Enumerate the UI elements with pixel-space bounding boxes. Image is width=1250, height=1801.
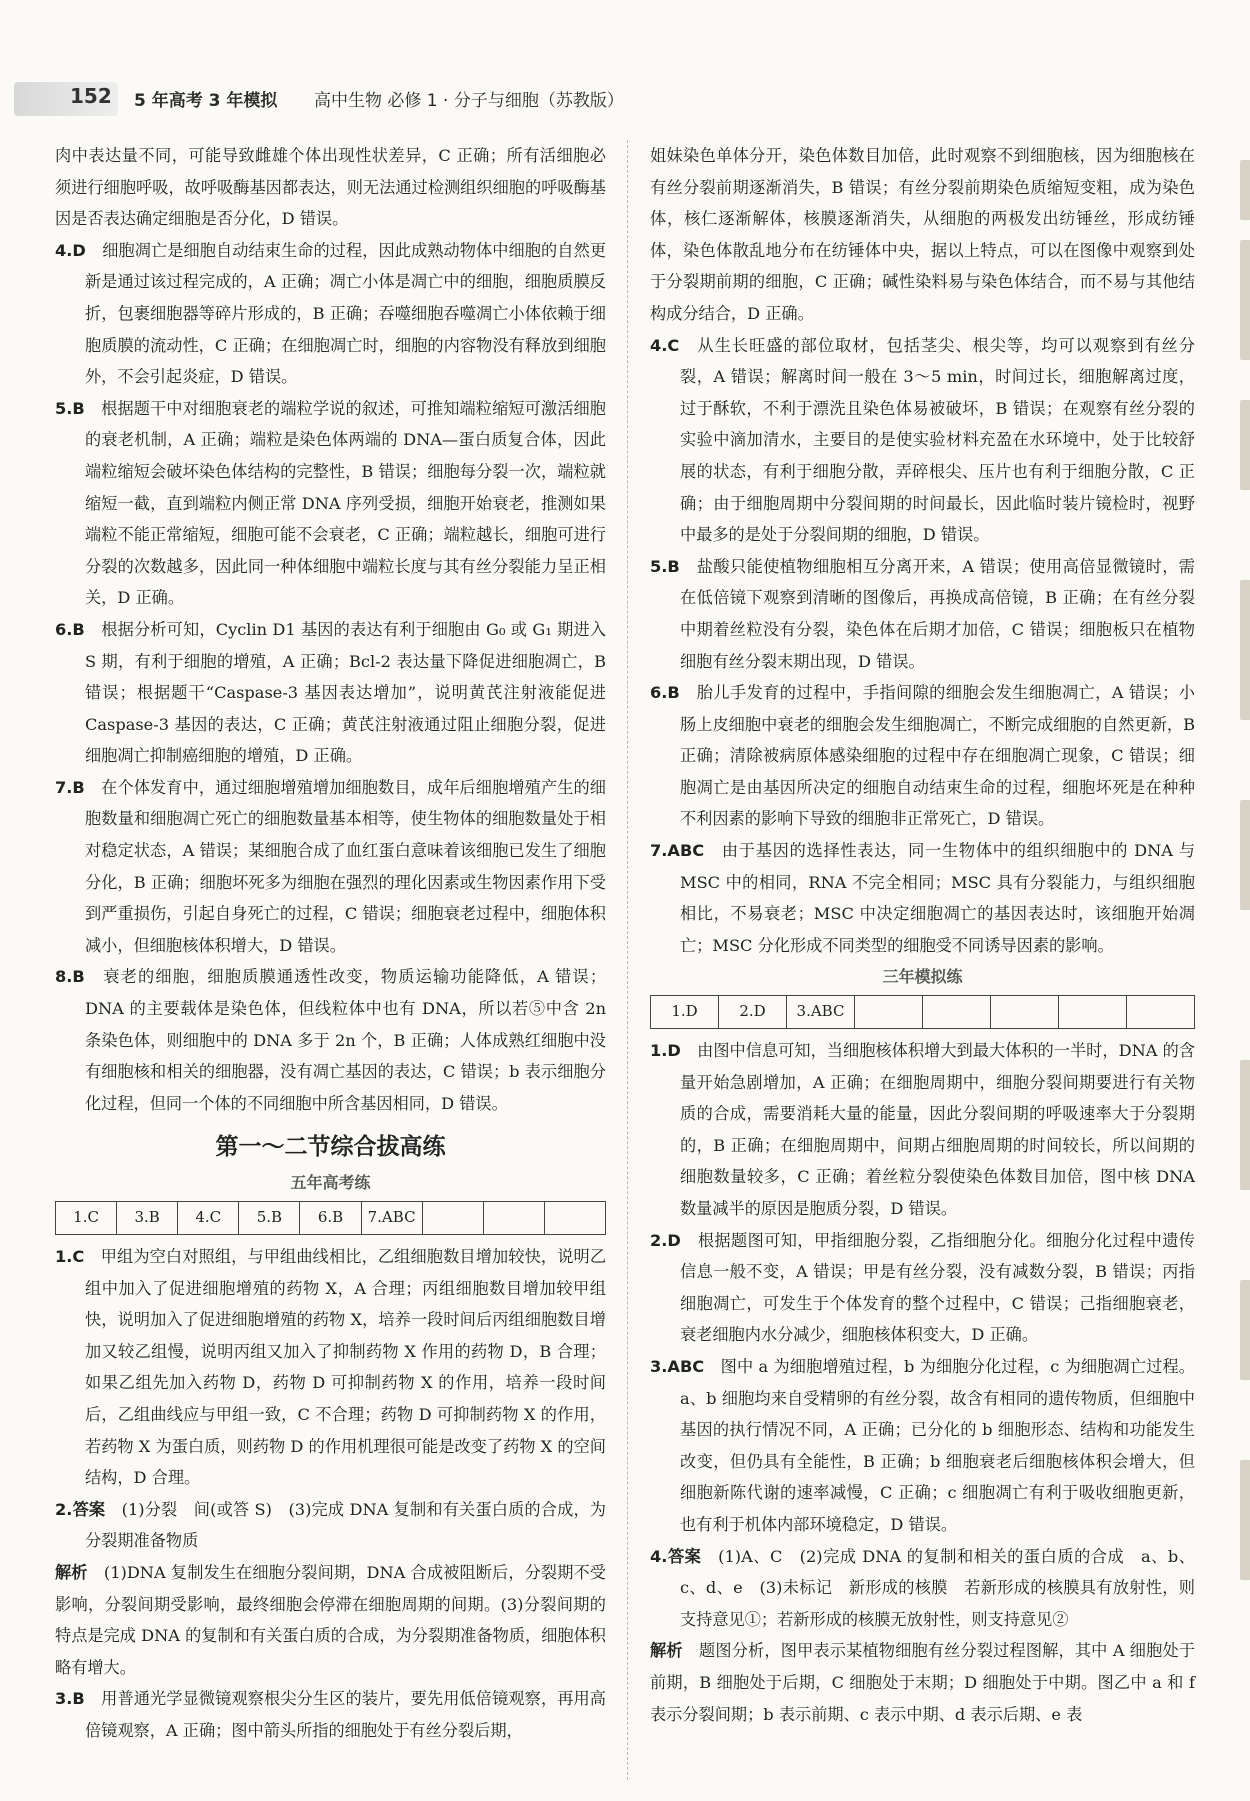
answer-cell <box>483 1202 544 1235</box>
continued-paragraph: 肉中表达量不同，可能导致雌雄个体出现性状差异，C 正确；所有活细胞必须进行细胞呼吸，故呼吸酶基因都表达，则无法通过检测组织细胞的呼吸酶基因是否表达确定细胞是否分化，D 错误。 <box>55 146 606 229</box>
item-text: 甲组为空白对照组，与甲组曲线相比，乙组细胞数目增加较快，说明乙组中加入了促进细胞增殖的药物 X，A 合理；丙组细胞数目增加较甲组快，说明加入了促进细胞增殖的药物 X，培养一段时间后丙组细胞数目增加又较乙组慢，说明丙组又加入了抑制药物 X 作用的药物 D，B 合理；如果乙组先加入药物 D，药物 D 可抑制药物 X 的作用，培养一段时间后，乙组曲线应与甲组一致，C 不合理；药物 D 可抑制药物 X 的作用，若药物 X 为蛋白质，则药物 D 的作用机理很可能是改变了药物 X 的空间结构，D 合理。 <box>85 1247 607 1488</box>
answer-cell <box>1059 996 1127 1029</box>
item-number: 7.B <box>55 777 85 797</box>
answer-cell <box>991 996 1059 1029</box>
answer-cell: 1.D <box>651 996 719 1029</box>
answer-item-r6 <box>650 677 1195 835</box>
item-number: 5.B <box>650 556 680 576</box>
item-text: 胎儿手发育的过程中，手指间隙的细胞会发生细胞凋亡，A 错误；小肠上皮细胞中衰老的细胞会发生细胞凋亡，不断完成细胞的自然更新，B 正确；清除被病原体感染细胞的过程中存在细胞凋亡现象，C 错误；细胞凋亡是由基因所决定的细胞自动结束生命的过程，细胞坏死是在种种不利因素的影响下导致的细胞非正常死亡，D 错误。 <box>680 683 1195 829</box>
item-number: 1.C <box>55 1247 85 1266</box>
edge-tab <box>1240 400 1250 490</box>
item-text: 由于基因的选择性表达，同一生物体中的组织细胞中的 DNA 与 MSC 中的相同，RNA 不完全相同；MSC 具有分裂能力，与组织细胞相比，不易衰老；MSC 中决定细胞凋亡的基因表达时，该细胞开始凋亡；MSC 分化形成不同类型的细胞受不同诱导因素的影响。 <box>680 841 1196 955</box>
answer-table-three-year <box>650 995 1195 1029</box>
item-number: 4.D <box>55 240 86 260</box>
answer-item-s3 <box>55 1683 606 1746</box>
item-text: 从生长旺盛的部位取材，包括茎尖、根尖等，均可以观察到有丝分裂，A 错误；解离时间一般在 3～5 min，时间过长，细胞解离过度，过于酥软，不利于漂洗且染色体易被破坏，B 错误；在观察有丝分裂的实验中滴加清水，主要目的是使实验材料充盈在水环境中，处于比较舒展的状态，有利于细胞分散，弄碎根尖、压片也有利于细胞分散，C 正确；由于细胞周期中分裂间期的时间最长，因此临时装片镜检时，视野中最多的是处于分裂间期的细胞，D 错误。 <box>680 335 1196 545</box>
item-number: 2.答案 <box>55 1499 106 1519</box>
item-text: 衰老的细胞，细胞质膜通透性改变，物质运输功能降低，A 错误；DNA 的主要载体是染色体，但线粒体中也有 DNA，所以若⑤中含 2n 条染色体，则细胞中的 DNA 多于 2n 个，B 正确；人体成熟红细胞中没有细胞核和相关的细胞器，没有凋亡基因的表达，C 错误；b 表示细胞分化过程，但同一个体的不同细胞中所含基因相同，D 错误。 <box>85 967 607 1113</box>
answer-cell: 3.B <box>117 1202 178 1235</box>
item-text: 根据分析可知，Cyclin D1 基因的表达有利于细胞由 G₀ 或 G₁ 期进入 S 期，有利于细胞的增殖，A 正确；Bcl-2 表达量下降促进细胞凋亡，B 错误；根据题干“Caspase-3 基因表达增加”，说明黄芪注射液能促进 Caspase-3 基因的表达，C 正确；黄芪注射液通过阻止细胞分裂，促进细胞凋亡抑制癌细胞的增殖，D 正确。 <box>85 619 607 766</box>
item-number: 1.D <box>650 1041 681 1061</box>
answer-item-t4 <box>650 1541 1195 1636</box>
answer-cell <box>422 1202 483 1235</box>
answer-item-s2 <box>55 1494 606 1557</box>
series-brand: 5 年高考 3 年模拟 <box>134 91 278 111</box>
item-number: 4.C <box>650 335 680 355</box>
item-text: (1)A、C (2)完成 DNA 的复制和相关的蛋白质的合成 a、b、c、d、e (3)未标记 新形成的核膜 若新形成的核膜具有放射性，则支持意见①；若新形成的核膜无放射性，则支持意见② <box>680 1546 1195 1629</box>
item-number: 3.B <box>55 1689 85 1709</box>
answer-item-5 <box>55 393 606 614</box>
analysis-text: 题图分析，图甲表示某植物细胞有丝分裂过程图解，其中 A 细胞处于前期，B 细胞处于后期，C 细胞处于末期；D 细胞处于中期。图乙中 a 和 f 表示分裂间期；b 表示前期、c 表示中期、d 表示后期、e 表 <box>650 1641 1196 1724</box>
edge-tab <box>1240 160 1250 220</box>
column-divider <box>627 140 628 1780</box>
item-number: 2.D <box>650 1230 681 1250</box>
page-header <box>0 0 1250 120</box>
answer-item-6 <box>55 614 606 772</box>
answer-item-4 <box>55 235 606 393</box>
answer-item-7 <box>55 772 606 962</box>
item-number: 4.答案 <box>650 1546 702 1566</box>
item-text: 根据题图可知，甲指细胞分裂，乙指细胞分化。细胞分化过程中遗传信息一般不变，A 错误；甲是有丝分裂，没有减数分裂，B 错误；丙指细胞凋亡，可发生于个体发育的整个过程中，C 错误；己指细胞衰老，衰老细胞内水分减少，细胞核体积变大，D 正确。 <box>680 1230 1195 1345</box>
sub-title-five-year: 五年高考练 <box>290 1173 371 1193</box>
item-number: 7.ABC <box>650 841 705 861</box>
analysis-t4 <box>650 1635 1195 1730</box>
page-edge-tabs <box>1236 160 1250 1660</box>
analysis-tag: 解析 <box>55 1562 88 1582</box>
edge-tab <box>1240 580 1250 720</box>
item-number: 8.B <box>55 967 85 987</box>
item-text: 用普通光学显微镜观察根尖分生区的装片，要先用低倍镜观察，再用高倍镜观察，A 正确；图中箭头所指的细胞处于有丝分裂后期， <box>85 1689 606 1740</box>
edge-tab <box>1240 800 1250 910</box>
edge-tab <box>1240 1280 1250 1380</box>
answer-cell <box>1127 996 1195 1029</box>
answer-cell: 6.B <box>300 1202 361 1235</box>
item-number: 6.B <box>55 619 85 639</box>
analysis-s2 <box>55 1557 606 1683</box>
answer-item-t1 <box>650 1035 1195 1225</box>
continued-paragraph: 姐妹染色单体分开，染色体数目加倍，此时观察不到细胞核，因为细胞核在有丝分裂前期逐渐消失，B 错误；有丝分裂前期染色质缩短变粗，成为染色体，核仁逐渐解体，核膜逐渐消失，从细胞的两极发出纺锤丝，形成纺锤体，染色体散乱地分布在纺锤体中央，据以上特点，可以在图像中观察到处于分裂期前期的细胞，C 正确；碱性染料易与染色体结合，而不易与其他结构成分结合，D 正确。 <box>650 146 1195 323</box>
answer-cell: 2.D <box>719 996 787 1029</box>
answer-cell <box>923 996 991 1029</box>
answer-cell: 3.ABC <box>787 996 855 1029</box>
answer-table-five-year <box>55 1201 606 1235</box>
item-text: 由图中信息可知，当细胞核体积增大到最大体积的一半时，DNA 的含量开始急剧增加，A 正确；在细胞周期中，细胞分裂间期要进行有关物质的合成，需要消耗大量的能量，因此分裂间期的呼吸速率大于分裂期的，B 正确；在细胞周期中，间期占细胞周期的时间较长，所以间期的细胞数量较多，C 正确；着丝粒分裂使染色体数目加倍，图中核 DNA 数量减半的原因是胞质分裂，D 错误。 <box>680 1041 1196 1218</box>
answer-cell <box>544 1202 605 1235</box>
answer-cell <box>855 996 923 1029</box>
page-number: 152 <box>70 84 112 108</box>
edge-tab <box>1240 240 1250 360</box>
item-text: 盐酸只能使植物细胞相互分离开来，A 错误；使用高倍显微镜时，需在低倍镜下观察到清晰的图像后，再换成高倍镜，B 正确；在有丝分裂中期着丝粒没有分裂，染色体在后期才加倍，C 错误；细胞板只在植物细胞有丝分裂末期出现，D 错误。 <box>680 556 1195 671</box>
right-column <box>650 140 1195 1730</box>
answer-cell: 7.ABC <box>361 1202 422 1235</box>
answer-item-t2 <box>650 1225 1195 1351</box>
analysis-tag: 解析 <box>650 1641 683 1661</box>
analysis-text: (1)DNA 复制发生在细胞分裂间期，DNA 合成被阻断后，分裂期不受影响，分裂间期受影响，最终细胞会停滞在细胞周期的间期。(3)分裂间期的特点是完成 DNA 的复制和有关蛋白质的合成，为分裂期准备物质，细胞体积略有增大。 <box>55 1562 606 1677</box>
item-text: (1)分裂 间(或答 S) (3)完成 DNA 复制和有关蛋白质的合成，为分裂期准备物质 <box>85 1499 606 1551</box>
item-text: 在个体发育中，通过细胞增殖增加细胞数目，成年后细胞增殖产生的细胞数量和细胞凋亡死亡的细胞数量基本相等，使生物体的细胞数量处于相对稳定状态，A 错误；某细胞合成了血红蛋白意味着该细胞已发生了细胞分化，B 正确；细胞坏死多为细胞在强烈的理化因素或生物因素作用下受到严重损伤，引起自身死亡的过程，C 错误；细胞衰老过程中，细胞体积减小，但细胞核体积增大，D 错误。 <box>85 777 606 955</box>
answer-item-r4 <box>650 330 1195 551</box>
section-title: 第一～二节综合拔高练 <box>215 1134 446 1161</box>
item-number: 6.B <box>650 683 680 703</box>
item-number: 3.ABC <box>650 1356 705 1376</box>
answer-item-t3 <box>650 1351 1195 1541</box>
answer-cell: 4.C <box>178 1202 239 1235</box>
answer-cell: 5.B <box>239 1202 300 1235</box>
item-number: 5.B <box>55 398 85 418</box>
edge-tab <box>1240 1460 1250 1580</box>
item-text: 细胞凋亡是细胞自动结束生命的过程，因此成熟动物体中细胞的自然更新是通过该过程完成的，A 正确；凋亡小体是凋亡中的细胞，细胞质膜反折，包裹细胞器等碎片形成的，B 正确；吞噬细胞吞噬凋亡小体依赖于细胞质膜的流动性，C 正确；在细胞凋亡时，细胞的内容物没有释放到细胞外，不会引起炎症，D 错误。 <box>85 240 607 387</box>
answer-cell: 1.C <box>56 1202 117 1235</box>
answer-item-8 <box>55 961 606 1119</box>
answer-item-r7 <box>650 835 1195 961</box>
item-text: 根据题干中对细胞衰老的端粒学说的叙述，可推知端粒缩短可激活细胞的衰老机制，A 正确；端粒是染色体两端的 DNA—蛋白质复合体，因此端粒缩短会破坏染色体结构的完整性，B 错误；细胞每分裂一次，端粒就缩短一截，直到端粒内侧正常 DNA 序列受损，细胞开始衰老，推测如果端粒不能正常缩短，细胞可能不会衰老，C 正确；端粒越长，细胞可进行分裂的次数越多，因此同一种体细胞中端粒长度与其有丝分裂能力呈正相关，D 正确。 <box>85 398 606 608</box>
book-title: 高中生物 必修 1 · 分子与细胞（苏教版） <box>314 91 624 111</box>
answer-item-r5 <box>650 551 1195 677</box>
item-text: 图中 a 为细胞增殖过程，b 为细胞分化过程，c 为细胞凋亡过程。a、b 细胞均来自受精卵的有丝分裂，故含有相同的遗传物质，但细胞中基因的执行情况不同，A 正确；已分化的 b 细胞形态、结构和功能发生改变，但仍具有全能性，B 正确；b 细胞衰老后细胞核体积会增大，但细胞新陈代谢的速率减慢，C 正确；c 细胞凋亡有利于吸收细胞更新，也有利于机体内部环境稳定，D 错误。 <box>680 1356 1195 1534</box>
left-column <box>55 140 606 1747</box>
edge-tab <box>1240 1060 1250 1190</box>
sub-title-three-year: 三年模拟练 <box>882 967 963 987</box>
answer-item-s1 <box>55 1241 606 1494</box>
